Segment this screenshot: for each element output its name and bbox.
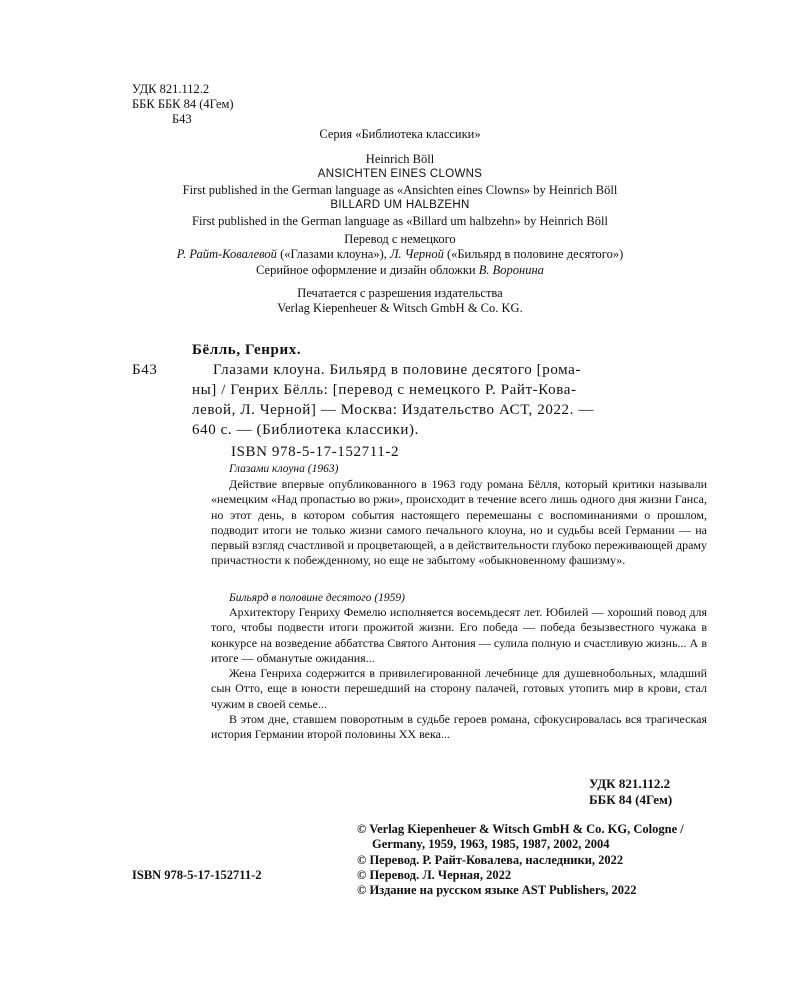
title-original-1: ANSICHTEN EINES CLOWNS — [317, 168, 483, 180]
translator-1-work: («Глазами клоуна»), — [276, 247, 390, 261]
udk-code: УДК 821.112.2 — [132, 82, 210, 96]
annotation-2-paragraph-1: Архитектору Генриху Фемелю исполняется восемьдесят лет. Юбилей — хороший повод для того, чтобы подвести итоги прожитой жизни. Его победа — победа безызвестного чужака в конкурсе на возведение аббатства Святого Антония — сулила полную и счастливую жизнь... А в итоге — обманутые ожидания... — [211, 605, 707, 665]
design-text: Серийное оформление и дизайн обложки — [256, 263, 479, 277]
annotation-2-text — [211, 605, 707, 743]
isbn-bottom: ISBN 978-5-17-152711-2 — [132, 868, 262, 882]
annotation-1-paragraph: Действие впервые опубликованного в 1963 году романа Бёлля, который критики называли «немецким «Над пропастью во ржи», происходит в течение всего лишь одного дня жизни Ганса, но этот день, в котором события настоящего перемешаны с воспоминаниями о прошлом, подводит итоги не только жизни самого печального клоуна, но и судьбы всей Германии — на первый взгляд счастливой и процветающей, а в действительности глубоко переживающей драму причастности к побежденному, но еще не забытому «обыкновенному фашизму». — [211, 477, 707, 568]
translation-label: Перевод с немецкого — [344, 232, 456, 246]
title-original-1-note: First published in the German language as «Ansichten eines Clowns» by Heinrich Böll — [182, 183, 618, 197]
series-label: Серия «Библиотека классики» — [319, 127, 481, 141]
permission-line-2: Verlag Kiepenheuer & Witsch GmbH & Co. KG. — [277, 301, 523, 315]
author-original: Heinrich Böll — [365, 152, 435, 166]
annotation-1-text — [211, 477, 707, 569]
catalog-author-heading: Бёлль, Генрих. — [192, 342, 302, 358]
catalog-line: 640 с. — (Библиотека классики). — [192, 422, 419, 438]
copyright-block — [357, 822, 715, 898]
translators-line — [0, 247, 800, 262]
copyright-line: © Издание на русском языке AST Publishers, 2022 — [357, 883, 637, 898]
catalog-isbn: ISBN 978-5-17-152711-2 — [231, 444, 400, 460]
copyright-line: © Verlag Kiepenheuer & Witsch GmbH & Co. KG, Cologne / Germany, 1959, 1963, 1985, 1987, 2002, 2004 — [357, 822, 684, 852]
copyright-line: © Перевод. Р. Райт-Ковалева, наследники, 2022 — [357, 852, 624, 867]
translator-2-work: («Бильярд в половине десятого») — [443, 247, 624, 261]
translator-2-name: Л. Черной — [390, 247, 444, 261]
bbk-code: ББК ББК 84 (4Гем) — [132, 97, 234, 111]
catalog-mark: Б43 — [132, 362, 158, 378]
copyright-line: © Перевод. Л. Черная, 2022 — [357, 867, 512, 882]
annotation-2-paragraph-3: В этом дне, ставшем поворотным в судьбе героев романа, сфокусировалась вся трагическая история Германии второй половины XX века... — [211, 712, 707, 742]
translator-1-name: Р. Райт-Ковалевой — [176, 247, 277, 261]
annotation-1-title: Глазами клоуна (1963) — [229, 463, 339, 475]
catalog-line: Глазами клоуна. Бильярд в половине десятого [рома- — [213, 362, 582, 378]
annotation-2-title: Бильярд в половине десятого (1959) — [229, 592, 406, 604]
bottom-udk: УДК 821.112.2 — [589, 776, 671, 791]
catalog-line: ны] / Генрих Бёлль: [перевод с немецкого Р. Райт-Кова- — [192, 382, 577, 398]
title-original-2: BILLARD UM HALBZEHN — [330, 199, 470, 211]
design-line — [0, 263, 800, 278]
designer-name: В. Воронина — [478, 263, 544, 277]
annotation-2-paragraph-2: Жена Генриха содержится в привилегированной лечебнице для душевнобольных, младший сын Отто, еще в юности перешедший на сторону палачей, готовых утопить мир в крови, стал чужим в своей семье... — [211, 666, 707, 711]
author-mark: Б43 — [172, 112, 192, 126]
permission-line-1: Печатается с разрешения издательства — [297, 286, 503, 300]
bottom-bbk: ББК 84 (4Гем) — [589, 792, 673, 807]
catalog-line: левой, Л. Черной] — Москва: Издательство АСТ, 2022. — — [192, 402, 594, 418]
title-original-2-note: First published in the German language as «Billard um halbzehn» by Heinrich Böll — [192, 214, 608, 228]
